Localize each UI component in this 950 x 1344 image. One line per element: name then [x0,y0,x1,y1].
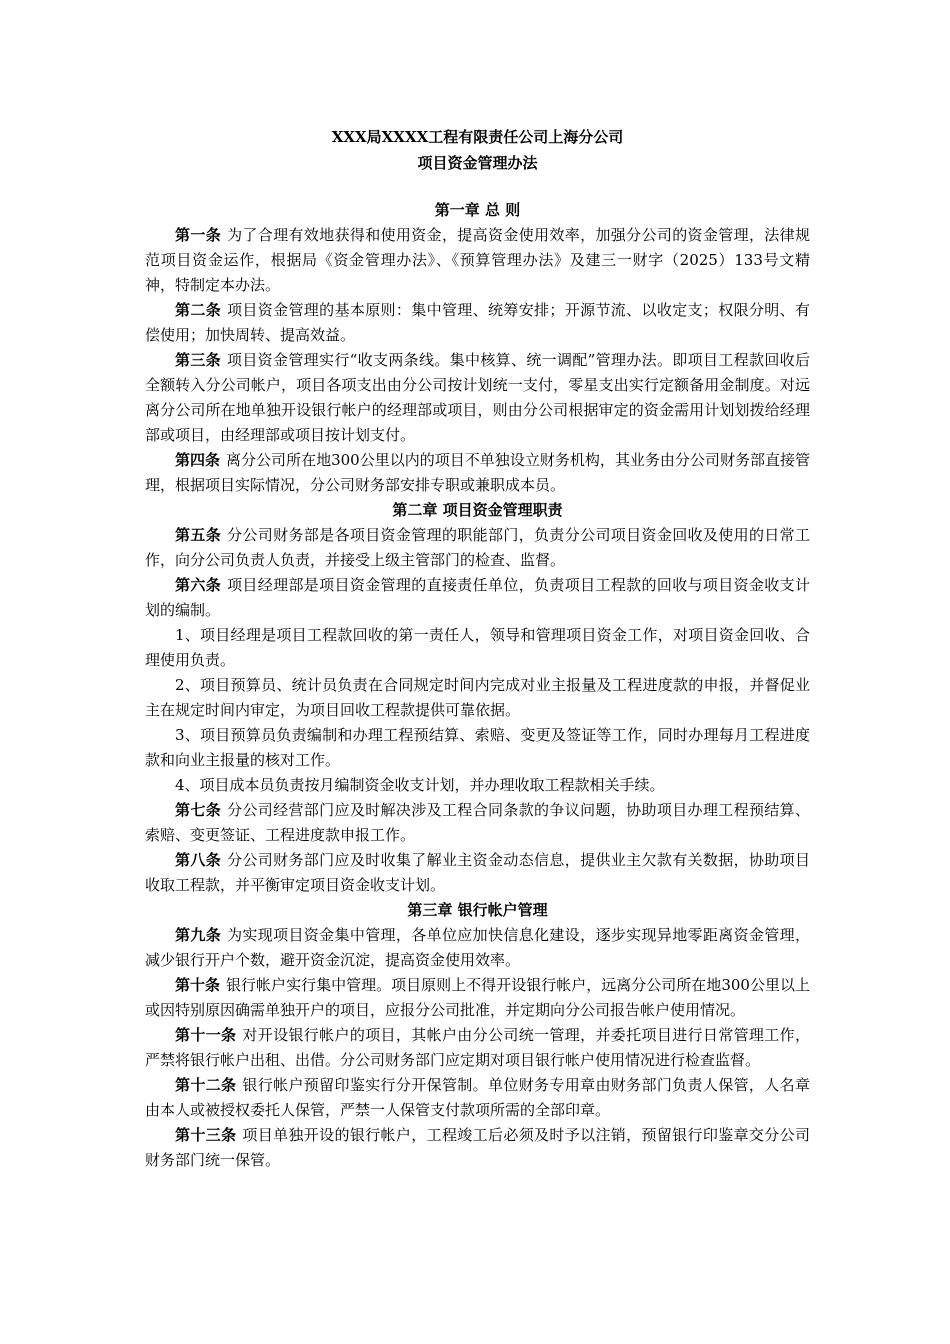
article-label: 第二条 [175,301,222,319]
document-title: 项目资金管理办法 [417,154,538,172]
chapter-heading: 第二章 项目资金管理职责 [392,501,563,519]
document-body [145,124,810,1173]
article-text: 分公司财务部是各项目资金管理的职能部门，负责分公司项目资金回收及使用的日常工作，向分公司负责人负责，并接受上级主管部门的检查、监督。 [145,526,810,569]
list-item [145,623,810,673]
article-label: 第九条 [175,926,222,944]
chapter-heading: 第一章 总 则 [434,201,521,219]
article-text: 4、项目成本员负责按月编制资金收支计划，并办理收取工程款相关手续。 [175,776,665,794]
article-text: 为实现项目资金集中管理，各单位应加快信息化建设，逐步实现异地零距离资金管理，减少银行开户个数，避开资金沉淀，提高资金使用效率。 [145,926,810,969]
article-label: 第十二条 [175,1076,237,1094]
article-text: 为了合理有效地获得和使用资金，提高资金使用效率，加强分公司的资金管理，法律规范项目资金运作，根据局《资金管理办法》、《预算管理办法》及建三一财字（2025）133号文精神，特制定本办法。 [145,226,810,294]
article-paragraph [145,573,810,623]
article-paragraph [145,298,810,348]
article-text: 对开设银行帐户的项目，其帐户由分公司统一管理，并委托项目进行日常管理工作，严禁将银行帐户出租、出借。分公司财务部门应定期对项目银行帐户使用情况进行检查监督。 [145,1026,810,1069]
article-text: 分公司经营部门应及时解决涉及工程合同条款的争议问题，协助项目办理工程预结算、索赔、变更签证、工程进度款申报工作。 [145,801,810,844]
article-label: 第八条 [175,851,222,869]
article-paragraph [145,448,810,498]
article-label: 第一条 [175,226,222,244]
list-item [145,773,810,798]
list-item [145,723,810,773]
article-text: 离分公司所在地300公里以内的项目不单独设立财务机构，其业务由分公司财务部直接管理，根据项目实际情况，分公司财务部安排专职或兼职成本员。 [145,451,810,494]
article-paragraph [145,848,810,898]
article-text: 项目资金管理的基本原则：集中管理、统筹安排；开源节流、以收定支；权限分明、有偿使用；加快周转、提高效益。 [145,301,810,344]
article-label: 第七条 [175,801,222,819]
chapters-container [145,198,810,1173]
document-title-company: XXX局XXXX工程有限责任公司上海分公司 [331,128,624,146]
article-text: 银行帐户预留印鉴实行分开保管制。单位财务专用章由财务部门负责人保管，人名章由本人或被授权委托人保管，严禁一人保管支付款项所需的全部印章。 [145,1076,810,1119]
article-label: 第十三条 [175,1126,237,1144]
article-paragraph [145,973,810,1023]
article-label: 第六条 [175,576,222,594]
article-paragraph [145,1023,810,1073]
article-text: 分公司财务部门应及时收集了解业主资金动态信息，提供业主欠款有关数据，协助项目收取工程款，并平衡审定项目资金收支计划。 [145,851,810,894]
article-paragraph [145,923,810,973]
article-text: 项目单独开设的银行帐户，工程竣工后必须及时予以注销，预留银行印鉴章交分公司财务部门统一保管。 [145,1126,810,1169]
article-text: 2、项目预算员、统计员负责在合同规定时间内完成对业主报量及工程进度款的申报，并督促业主在规定时间内审定，为项目回收工程款提供可靠依据。 [145,676,810,719]
article-paragraph [145,223,810,298]
article-paragraph [145,348,810,448]
article-label: 第十条 [175,976,221,994]
article-text: 项目经理部是项目资金管理的直接责任单位，负责项目工程款的回收与项目资金收支计划的编制。 [145,576,810,619]
article-paragraph [145,1073,810,1123]
article-paragraph [145,523,810,573]
article-label: 第五条 [175,526,222,544]
article-text: 银行帐户实行集中管理。项目原则上不得开设银行帐户，远离分公司所在地300公里以上或因特别原因确需单独开户的项目，应报分公司批准，并定期向分公司报告帐户使用情况。 [145,976,810,1019]
chapter-heading: 第三章 银行帐户管理 [407,901,548,919]
article-label: 第四条 [175,451,221,469]
article-label: 第三条 [175,351,221,369]
article-text: 3、项目预算员负责编制和办理工程预结算、索赔、变更及签证等工作，同时办理每月工程进度款和向业主报量的核对工作。 [145,726,810,769]
article-label: 第十一条 [175,1026,237,1044]
list-item [145,673,810,723]
article-text: 项目资金管理实行“收支两条线。集中核算、统一调配”管理办法。即项目工程款回收后全额转入分公司帐户，项目各项支出由分公司按计划统一支付，零星支出实行定额备用金制度。对远离分公司所在地单独开设银行帐户的经理部或项目，则由分公司根据审定的资金需用计划划拨给经理部或项目，由经理部或项目按计划支付。 [145,351,810,444]
title-spacer [145,176,810,198]
article-paragraph [145,1123,810,1173]
article-text: 1、项目经理是项目工程款回收的第一责任人，领导和管理项目资金工作，对项目资金回收、合理使用负责。 [145,626,810,669]
article-paragraph [145,798,810,848]
